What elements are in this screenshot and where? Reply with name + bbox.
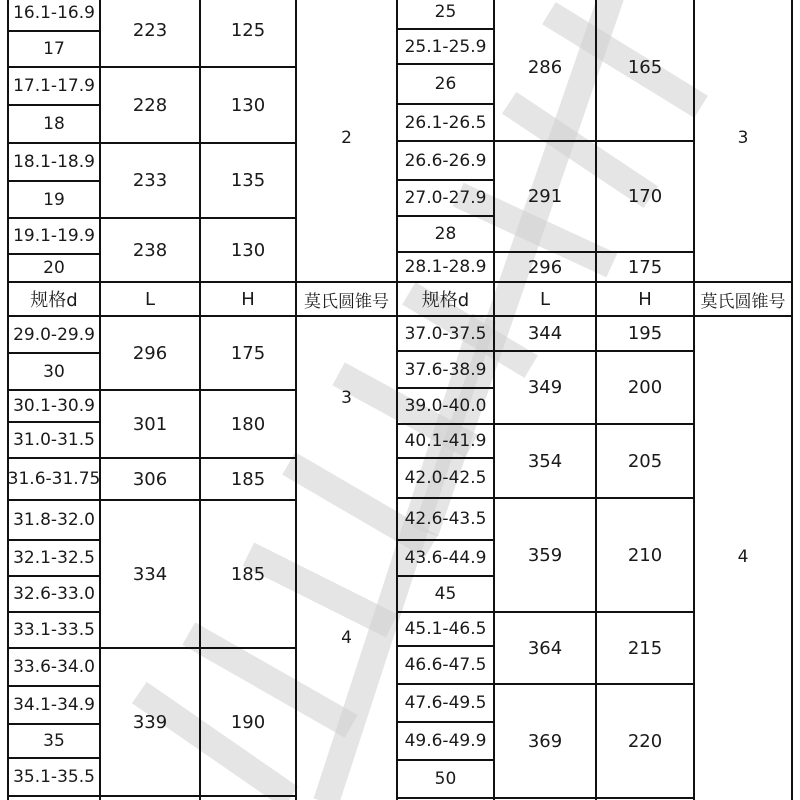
spec-cell: 39.0-40.0 [404, 396, 487, 416]
h-value-cell: 180 [230, 413, 266, 435]
spec-cell: 30 [43, 361, 65, 382]
l-value-cell: 306 [132, 468, 168, 490]
spec-cell: 37.6-38.9 [404, 359, 487, 380]
header-morse: 莫氏圆锥号 [304, 291, 389, 312]
spec-cell: 18 [43, 114, 65, 134]
header-spec: 规格d [30, 290, 78, 311]
h-value-cell: 205 [627, 450, 663, 472]
h-value-cell: 185 [230, 468, 266, 490]
h-value-cell: 125 [230, 20, 266, 41]
l-value-cell: 228 [132, 94, 168, 116]
spec-cell: 35.1-35.5 [13, 767, 95, 787]
spec-cell: 35 [43, 731, 65, 751]
h-value-cell: 195 [627, 323, 663, 344]
spec-cell: 46.6-47.5 [404, 655, 487, 675]
spec-cell: 31.0-31.5 [13, 430, 95, 450]
spec-cell: 40.1-41.9 [404, 431, 487, 451]
spec-cell: 32.6-33.0 [13, 584, 95, 604]
spec-cell: 43.6-44.9 [404, 548, 487, 568]
spec-cell: 18.1-18.9 [13, 152, 95, 172]
spec-cell: 45.1-46.5 [404, 619, 487, 639]
h-value-cell: 210 [627, 544, 663, 566]
spec-cell: 16.1-16.9 [13, 2, 95, 23]
spec-cell: 33.1-33.5 [13, 620, 95, 640]
morse-taper-cell: 4 [341, 628, 352, 648]
spec-cell: 50 [434, 769, 457, 789]
l-value-cell: 286 [527, 57, 563, 78]
header-morse: 莫氏圆锥号 [700, 291, 786, 312]
morse-taper-cell: 2 [341, 128, 352, 148]
spec-cell: 42.0-42.5 [404, 468, 487, 488]
l-value-cell: 364 [527, 637, 563, 659]
h-value-cell: 185 [230, 563, 266, 585]
h-value-cell: 165 [627, 57, 663, 78]
spec-cell: 19.1-19.9 [13, 226, 95, 246]
spec-cell: 33.6-34.0 [13, 657, 95, 677]
l-value-cell: 233 [132, 170, 168, 191]
header-L: L [539, 288, 551, 310]
spec-cell: 26 [434, 74, 457, 94]
header-L: L [144, 288, 156, 310]
spec-cell: 27.0-27.9 [404, 188, 487, 208]
h-value-cell: 215 [627, 637, 663, 659]
h-value-cell: 135 [230, 170, 266, 191]
morse-taper-cell: 3 [737, 128, 749, 148]
spec-cell: 28.1-28.9 [404, 257, 487, 277]
morse-taper-cell: 4 [737, 547, 749, 567]
spec-cell: 45 [434, 584, 457, 604]
l-value-cell: 223 [132, 20, 168, 41]
spec-cell: 28 [434, 224, 457, 244]
l-value-cell: 334 [132, 563, 168, 585]
header-spec: 规格d [421, 290, 470, 311]
morse-taper-cell: 3 [341, 388, 352, 408]
h-value-cell: 190 [230, 711, 266, 733]
l-value-cell: 369 [527, 730, 563, 752]
spec-cell: 19 [43, 189, 65, 210]
spec-cell: 47.6-49.5 [404, 693, 487, 713]
l-value-cell: 339 [132, 711, 168, 733]
l-value-cell: 359 [527, 544, 563, 566]
l-value-cell: 291 [527, 186, 563, 207]
spec-cell: 37.0-37.5 [404, 323, 487, 344]
spec-cell: 25.1-25.9 [404, 36, 487, 57]
spec-cell: 17 [43, 39, 65, 59]
h-value-cell: 170 [627, 186, 663, 207]
h-value-cell: 200 [627, 377, 663, 398]
h-value-cell: 175 [230, 342, 266, 364]
header-H: H [638, 288, 652, 310]
h-value-cell: 175 [627, 256, 663, 278]
l-value-cell: 296 [132, 342, 168, 364]
spec-cell: 42.6-43.5 [404, 509, 487, 529]
spec-cell: 17.1-17.9 [13, 76, 95, 96]
h-value-cell: 130 [230, 239, 266, 261]
spec-cell: 31.6-31.75 [7, 469, 101, 489]
spec-cell: 26.1-26.5 [404, 112, 487, 133]
l-value-cell: 354 [527, 450, 563, 472]
header-H: H [241, 288, 255, 310]
spec-cell: 31.8-32.0 [13, 510, 95, 530]
l-value-cell: 349 [527, 377, 563, 398]
l-value-cell: 238 [132, 239, 168, 261]
h-value-cell: 220 [627, 730, 663, 752]
l-value-cell: 296 [527, 256, 563, 278]
spec-cell: 34.1-34.9 [13, 695, 95, 715]
spec-cell: 49.6-49.9 [404, 731, 487, 751]
spec-cell: 30.1-30.9 [13, 396, 95, 416]
spec-cell: 20 [43, 258, 65, 278]
l-value-cell: 301 [132, 413, 168, 435]
spec-cell: 32.1-32.5 [13, 548, 95, 568]
spec-cell: 29.0-29.9 [13, 324, 95, 345]
spec-cell: 25 [434, 1, 457, 22]
l-value-cell: 344 [527, 323, 563, 344]
spec-cell: 26.6-26.9 [404, 150, 487, 171]
h-value-cell: 130 [230, 94, 266, 116]
